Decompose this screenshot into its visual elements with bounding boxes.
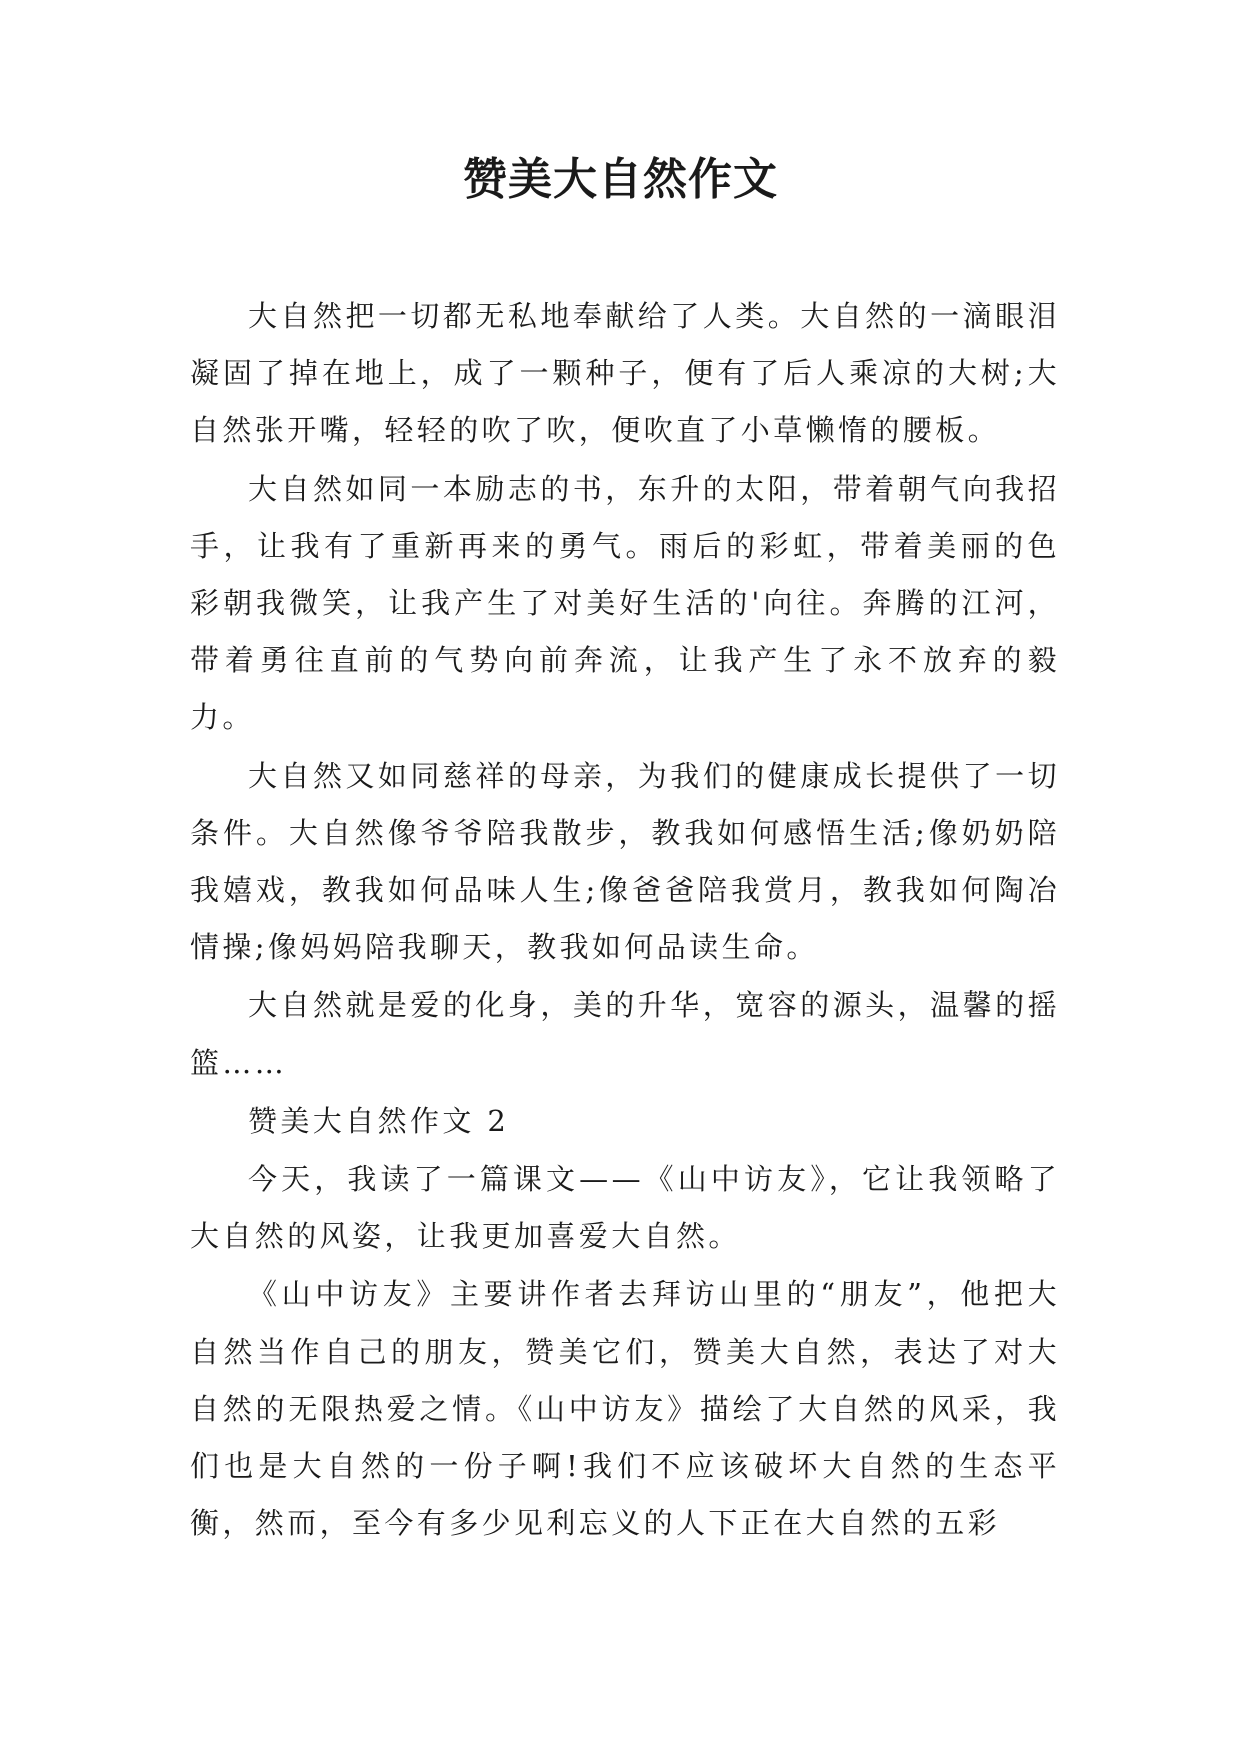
- paragraph-3: 大自然又如同慈祥的母亲，为我们的健康成长提供了一切条件。大自然像爷爷陪我散步，教我如何感悟生活;像奶奶陪我嬉戏，教我如何品味人生;像爸爸陪我赏月，教我如何陶冶情操;像妈妈陪我聊天，教我如何品读生命。: [190, 758, 1060, 965]
- document-body: [190, 288, 1060, 1553]
- paragraph-2: 大自然如同一本励志的书，东升的太阳，带着朝气向我招手，让我有了重新再来的勇气。雨后的彩虹，带着美丽的色彩朝我微笑，让我产生了对美好生活的'向往。奔腾的江河，带着勇往直前的气势向前奔流，让我产生了永不放弃的毅力。: [190, 471, 1060, 735]
- section-heading: 赞美大自然作文 2: [248, 1103, 510, 1138]
- paragraph-1: 大自然把一切都无私地奉献给了人类。大自然的一滴眼泪凝固了掉在地上，成了一颗种子，便有了后人乘凉的大树;大自然张开嘴，轻轻的吹了吹，便吹直了小草懒惰的腰板。: [190, 299, 1060, 448]
- paragraph-4: 大自然就是爱的化身，美的升华，宽容的源头，温馨的摇篮……: [190, 988, 1060, 1080]
- document-title: 赞美大自然作文: [463, 154, 778, 205]
- paragraph-6: 《山中访友》主要讲作者去拜访山里的“朋友”，他把大自然当作自己的朋友，赞美它们，赞美大自然，表达了对大自然的无限热爱之情。《山中访友》描绘了大自然的风采，我们也是大自然的一份子啊!我们不应该破坏大自然的生态平衡，然而，至今有多少见利忘义的人下正在大自然的五彩: [190, 1277, 1060, 1541]
- paragraph-5: 今天，我读了一篇课文——《山中访友》，它让我领略了大自然的风姿，让我更加喜爱大自然。: [190, 1162, 1060, 1254]
